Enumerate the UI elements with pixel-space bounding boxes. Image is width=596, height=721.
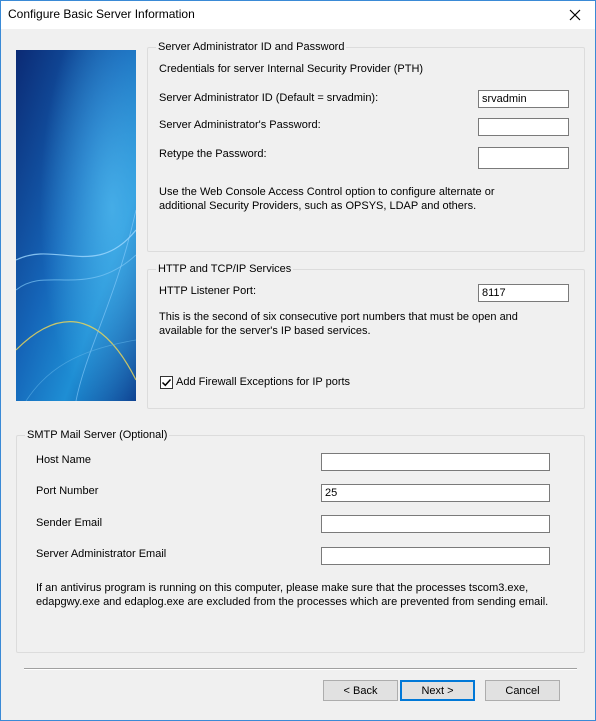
password-label: Server Administrator's Password:: [159, 119, 321, 131]
sender-email-input[interactable]: [321, 515, 550, 533]
admin-email-label: Server Administrator Email: [36, 548, 167, 560]
admin-id-label: Server Administrator ID (Default = srvadmin):: [159, 92, 379, 104]
firewall-label[interactable]: Add Firewall Exceptions for IP ports: [176, 376, 351, 388]
title-bar: [1, 1, 595, 29]
retype-password-input[interactable]: [478, 147, 569, 169]
admin-email-input[interactable]: [321, 547, 550, 565]
window-title: Configure Basic Server Information: [8, 7, 195, 21]
http-port-label: HTTP Listener Port:: [159, 285, 256, 297]
security-providers-note: Use the Web Console Access Control option to configure alternate or additional Security Providers, such as OPSYS, LDAP and others.: [159, 186, 495, 212]
close-button[interactable]: [555, 1, 595, 29]
admin-id-input[interactable]: [478, 90, 569, 108]
cancel-button[interactable]: Cancel: [485, 680, 560, 701]
credentials-label: Credentials for server Internal Security Provider (PTH): [159, 63, 424, 75]
smtp-port-input[interactable]: [321, 484, 550, 502]
antivirus-note: If an antivirus program is running on this computer, please make sure that the processes tscom3.exe, edapgwy.exe and edaplog.exe are excluded from the processes which are prevented from sending email.: [36, 582, 549, 608]
smtp-port-label: Port Number: [36, 485, 99, 497]
http-group-legend: HTTP and TCP/IP Services: [158, 263, 292, 275]
sender-email-label: Sender Email: [36, 517, 103, 529]
back-button[interactable]: < Back: [323, 680, 398, 701]
http-port-input[interactable]: [478, 284, 569, 302]
port-info-note: This is the second of six consecutive port numbers that must be open and available for the server's IP based services.: [159, 311, 518, 337]
close-icon: [569, 9, 581, 21]
smtp-group-legend: SMTP Mail Server (Optional): [27, 429, 168, 441]
host-name-label: Host Name: [36, 454, 92, 466]
button-separator: [24, 668, 577, 670]
next-button[interactable]: Next >: [400, 680, 475, 701]
checkmark-icon: [161, 377, 172, 388]
admin-group-legend: Server Administrator ID and Password: [158, 41, 345, 53]
retype-password-label: Retype the Password:: [159, 148, 267, 160]
wizard-banner-image: [16, 50, 136, 401]
password-input[interactable]: [478, 118, 569, 136]
firewall-checkbox[interactable]: [160, 376, 173, 389]
host-name-input[interactable]: [321, 453, 550, 471]
